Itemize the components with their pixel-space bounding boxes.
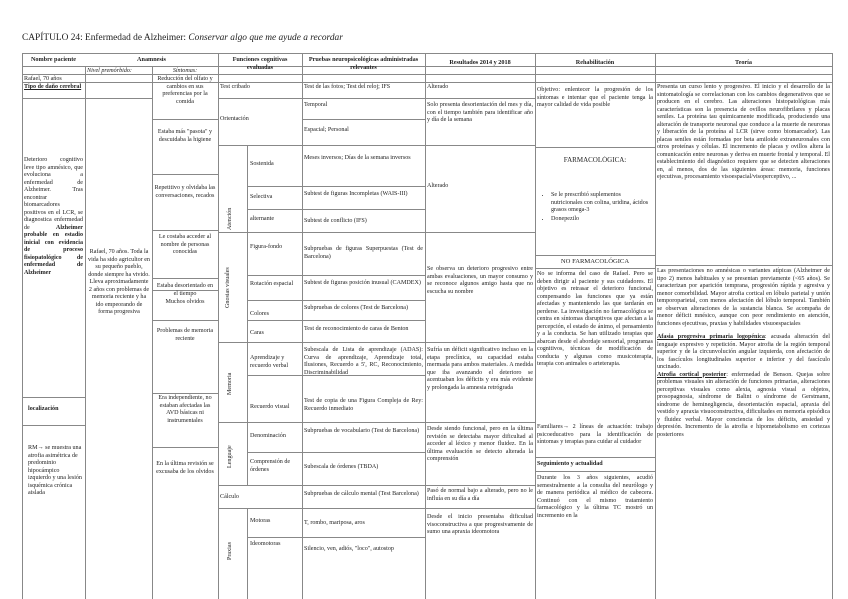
test-faces: Test de reconocimiento de caras de Benton xyxy=(304,326,409,332)
function-orientation: Orientación xyxy=(220,116,249,122)
rehab-followup-label: Seguimiento y actualidad xyxy=(537,461,603,467)
header-cognitive-functions: Funciones cognitivas evaluadas xyxy=(232,56,288,71)
function-screening: Test cribado xyxy=(220,84,250,90)
test-calculation: Subpruebas de cálculo mental (Test Barcelona) xyxy=(304,491,419,497)
theory-atypical: Las presentaciones no amnésicas o variantes atípicas (Alzheimer de tipo 2) menos habituales y se presentan previamente (<65 años). Se caracterizan por aparición temprana, progresión rápida y agresiva y menor comorbilidad. Mayor atrofia cortical en lóbulo parietal y unión temporoparietal, con menos afectación del lóbulo temporal. También se observan alteraciones de la sustancia blanca. Se acompaña de menor déficit mnésico, aunque con peor rendimiento en atención, funciones ejecutivas, praxias y habilidades visuoespaciales xyxy=(657,268,830,327)
theory-paragraph-2 xyxy=(655,267,832,599)
test-ideomotor: Silencio, ven, adiós, "loco", autostop xyxy=(304,546,394,552)
function-selective: Selectiva xyxy=(250,194,273,200)
result-memory: Sufría un déficit significativo incluso en la etapa preclínica, su capacidad estaba mermada para ambos materiales. A medida que iba avanzando el deterioro se acentuaban los déficits y era más evidente y prolongada la amnesia retrógrada xyxy=(427,347,533,391)
test-temporal: Temporal xyxy=(304,102,328,108)
localization-text: RM→ se muestra una atrofia asimétrica de predominio hipocámpico izquierdo y una lesión isquémica crónica aislada xyxy=(28,445,82,496)
function-comprehension: Comprensión de órdenes xyxy=(250,459,291,473)
symptom-item: Reducción del olfato y cambios en sus preferencias por la comida xyxy=(157,76,213,105)
header-patient-name: Nombre paciente xyxy=(30,56,77,63)
test-motor: T, rombo, mariposa, aros xyxy=(304,520,365,526)
function-colors: Colores xyxy=(250,311,269,317)
symptom-item: Repetitivo y olvidaba las conversaciones, recados xyxy=(154,185,216,199)
test-screening: Test de las fotos; Test del reloj; IFS xyxy=(304,84,391,90)
test-naming: Subpruebas de vocabulario (Test de Barcelona) xyxy=(304,428,420,434)
theory-paragraph-1: Presenta un curso lento y progresivo. El inicio y el desarrollo de la sintomatología se correlacionan con los cambios degenerativos que se producen en el cerebro. Las alteraciones histopatológicas más características son la presencia de ovillos neurofibrilares y placas seniles. La proteína tau químicamente modificada, produciendo una alteración de transporte neuronal que conduce a la muerte de neuronas y liberación de la proteína al LCR (sirve como biomarcador). Las placas seniles están formadas por beta amiloide extraneuronales con otros proteínas y células. El incremento de placas y ovillos altera la comunicación entre neuronas y deriva en muerte frontal y temporal. El establecimiento del diagnóstico requiere que se detecten alteraciones en, al menos, dos de las siguientes áreas: memoria, funciones ejecutivas, procesamiento visoespacial/visoperceptivo, ... xyxy=(657,84,830,180)
rehab-nonpharma-label: NO FARMACOLÓGICA xyxy=(560,258,630,265)
rehab-family-text: Familiares→ 2 líneas de actuación: trabajo psicoeducativo para la identificación de síntomas y terapias para cuidar al cuidador xyxy=(537,424,653,445)
symptom-item: Muchos olvidos xyxy=(165,299,205,305)
group-memory: Memoria xyxy=(227,372,233,395)
result-orientation: Solo presenta desorientación del mes y día, con el tiempo también para identificar año y día de la semana xyxy=(427,102,533,123)
symptom-item: En la última revisión se excusaba de los olvidos xyxy=(156,461,214,475)
rehab-followup-text: Durante los 3 años siguientes, acudió semestralmente a la consulta del neurólogo y de manera periódica al médico de cabecera. Continuó con el mismo tratamiento farmacológico y la última TC mostró un incremento en la xyxy=(537,475,653,519)
test-sustained: Meses inversos; Días de la semana inversos xyxy=(304,155,411,161)
group-language: Lenguaje xyxy=(227,445,233,468)
function-spatial-rotation: Rotación espacial xyxy=(250,281,294,287)
test-alternating: Subtest de conflicto (IFS) xyxy=(304,218,367,224)
test-comprehension: Subescala de órdenes (TBDA) xyxy=(304,464,379,470)
rehab-pharma-list xyxy=(537,190,653,225)
function-ideomotor: Ideomotoras xyxy=(250,541,281,547)
function-faces: Caras xyxy=(250,330,264,336)
patient-name: Rafael, 70 años xyxy=(24,76,62,82)
test-verbal-learning: Subescala de Lista de aprendizaje (ADAS): Curva de aprendizaje, Aprendizaje total, Ilusiones, Recuerdo a 5', RC, Reconocimiento, Discriminabilidad xyxy=(304,347,423,376)
page-title: CAPÍTULO 24: Enfermedad de Alzheimer: Conservar algo que me ayude a recordar xyxy=(22,33,343,43)
symptom-item: Le costaba acceder al nombre de personas conocidas xyxy=(158,234,212,255)
rehab-objective: Objetivo: enlentecer la progresión de los síntomas e intentar que el paciente tenga la mayor calidad de vida posible xyxy=(537,87,653,108)
test-colors: Subpruebas de colores (Test de Barcelona) xyxy=(304,305,408,311)
test-spatial: Espacial; Personal xyxy=(304,127,349,133)
header-theory: Teoría xyxy=(735,59,752,66)
result-attention: Alterado xyxy=(427,183,449,189)
header-premorbid: Nivel premórbido: xyxy=(87,68,132,74)
symptom-item: Estaba desorientado en el tiempo xyxy=(156,283,214,297)
function-figure-ground: Figura-fondo xyxy=(250,244,283,250)
header-anamnesis: Anamnesis xyxy=(137,56,166,63)
damage-type-label: Tipo de daño cerebral xyxy=(24,84,82,90)
symptom-item: Era independiente, no estaban afectadas las AVD básicas ni instrumentales xyxy=(158,395,212,424)
header-results: Resultados 2014 y 2018 xyxy=(449,59,511,66)
test-figure-ground: Subpruebas de figuras Superpuestas (Test de Barcelona) xyxy=(304,246,423,260)
function-sustained: Sostenida xyxy=(250,161,274,167)
premorbid-text: Rafael, 70 años. Toda la vida ha sido agricultor en su pequeño pueblo, donde siempre ha vivido. Lleva aproximadamente 2 años con problemas de memoria reciente y ha ido empeorando de forma progresiva xyxy=(88,249,150,315)
result-language: Desde siendo funcional, pero en la última revisión se detectaba mayor dificultad al acceder al léxico y menor fluidez. En la última evaluación se detecto alterada la comprensión xyxy=(427,426,533,462)
symptom-item: Problemas de memoria reciente xyxy=(156,328,214,342)
list-item: • Se le prescribió suplementos nutricionales con colina, uridina, ácidos grasos omega-3 xyxy=(551,192,651,215)
group-attention: Atención xyxy=(227,207,233,230)
header-symptoms: Síntomas: xyxy=(172,68,198,74)
result-screening: Alterado xyxy=(427,84,449,90)
function-motor: Motoras xyxy=(250,518,271,524)
localization-label: localización xyxy=(28,406,59,412)
function-verbal-learning: Aprendizaje y recuerdo verbal xyxy=(250,355,289,369)
result-visuospatial: Se observa un deterioro progresivo entre ambas evaluaciones, un mayor consumo y se reconoce algunos amigo hasta que no escucha su nombre xyxy=(427,266,533,295)
group-praxis: Praxias xyxy=(227,542,233,560)
function-calculation: Cálculo xyxy=(220,494,239,500)
function-alternating: alternante xyxy=(250,216,275,222)
function-visual-recall: Recuerdo visual xyxy=(250,404,290,410)
list-item: • Donepezilo xyxy=(551,216,651,224)
test-selective: Subtest de figuras Incompletas (WAIS-III) xyxy=(304,191,408,197)
rehab-pharma-label: FARMACOLÓGICA: xyxy=(563,156,627,164)
result-calculation: Pasó de normal bajo a alterado, pero no le influía en su día a día xyxy=(427,488,533,502)
symptom-item: Estaba más "pasota" y descuidaba la higiene xyxy=(157,129,213,143)
rehab-nonpharma-text: No se informa del caso de Rafael. Pero se deben dirigir al paciente y sus cuidadores. El objetivo es retrasar el deterioro funcional, compensando las funciones que ya están afectadas y manteniendo las que tardarán en perderse. La investigación no farmacológica se centra en síntomas disruptivos que afectan a la percepción, el estado de ánimo, el pensamiento y a la conducta. Se han utilizado terapias que abarcan desde el abordaje sensorial, programas cognitivos, técnicas de modificación de conducta y algunas como musicoterapia, terapia con animales o arteterapia. xyxy=(537,271,653,367)
test-visual-recall: Test de copia de una Figura Compleja de Rey: Recuerdo inmediato xyxy=(304,398,423,412)
function-naming: Denominación xyxy=(250,433,286,439)
theory-atrophy: Atrofia cortical posterior: enfermedad de Benson. Quejas sobre problemas visuales sin alteración de funciones primarias, alteraciones perceptivas visuales como alexia, agnosia visual a objetos, prosopagnosia, síndrome de Balint o síndrome de Gerstmann, síndrome de heminegligencia, desorientación espacial, apraxia del vestido y apraxia visuoconstructiva, dificultades en memoria episódica y fluidez verbal. Mayor conciencia de los déficits, ansiedad y depresión. Incremento de la atrofia e hipometabolismo en cortezas posteriores xyxy=(657,371,830,438)
theory-aphasia: Afasia progresiva primaria logopénica: acusada alteración del lenguaje expresivo y repetición. Mayor atrofia de la región temporal superior y de la circunvolución angular izquierda, con afectación de los fascículos longitudinales superior e inferior y del fascículo uncinado. xyxy=(657,334,831,370)
damage-description: Deterioro cognitivo leve tipo amnésico, que evoluciona a enfermedad de Alzheimer. Tras encontrar biomarcadores positivos en el LCR, se diagnostica enfermedad de Alzheimer probable en estadio inicial con evidencia de proceso fisiopatológico de enfermedad de Alzheimer xyxy=(24,157,83,276)
header-rehab: Rehabilitación xyxy=(575,59,615,66)
test-spatial-rotation: Subtest de figuras posición inusual (CAMDEX) xyxy=(304,280,421,286)
result-praxis: Desde el inicio presentaba dificultad visoconstructiva a que progresivamente de sumo una apraxia ideomotora xyxy=(427,514,533,535)
header-tests: Pruebas neuropsicológicas administradas relevantes xyxy=(308,56,419,71)
group-visuospatial: Gnosias visuales xyxy=(225,267,231,308)
